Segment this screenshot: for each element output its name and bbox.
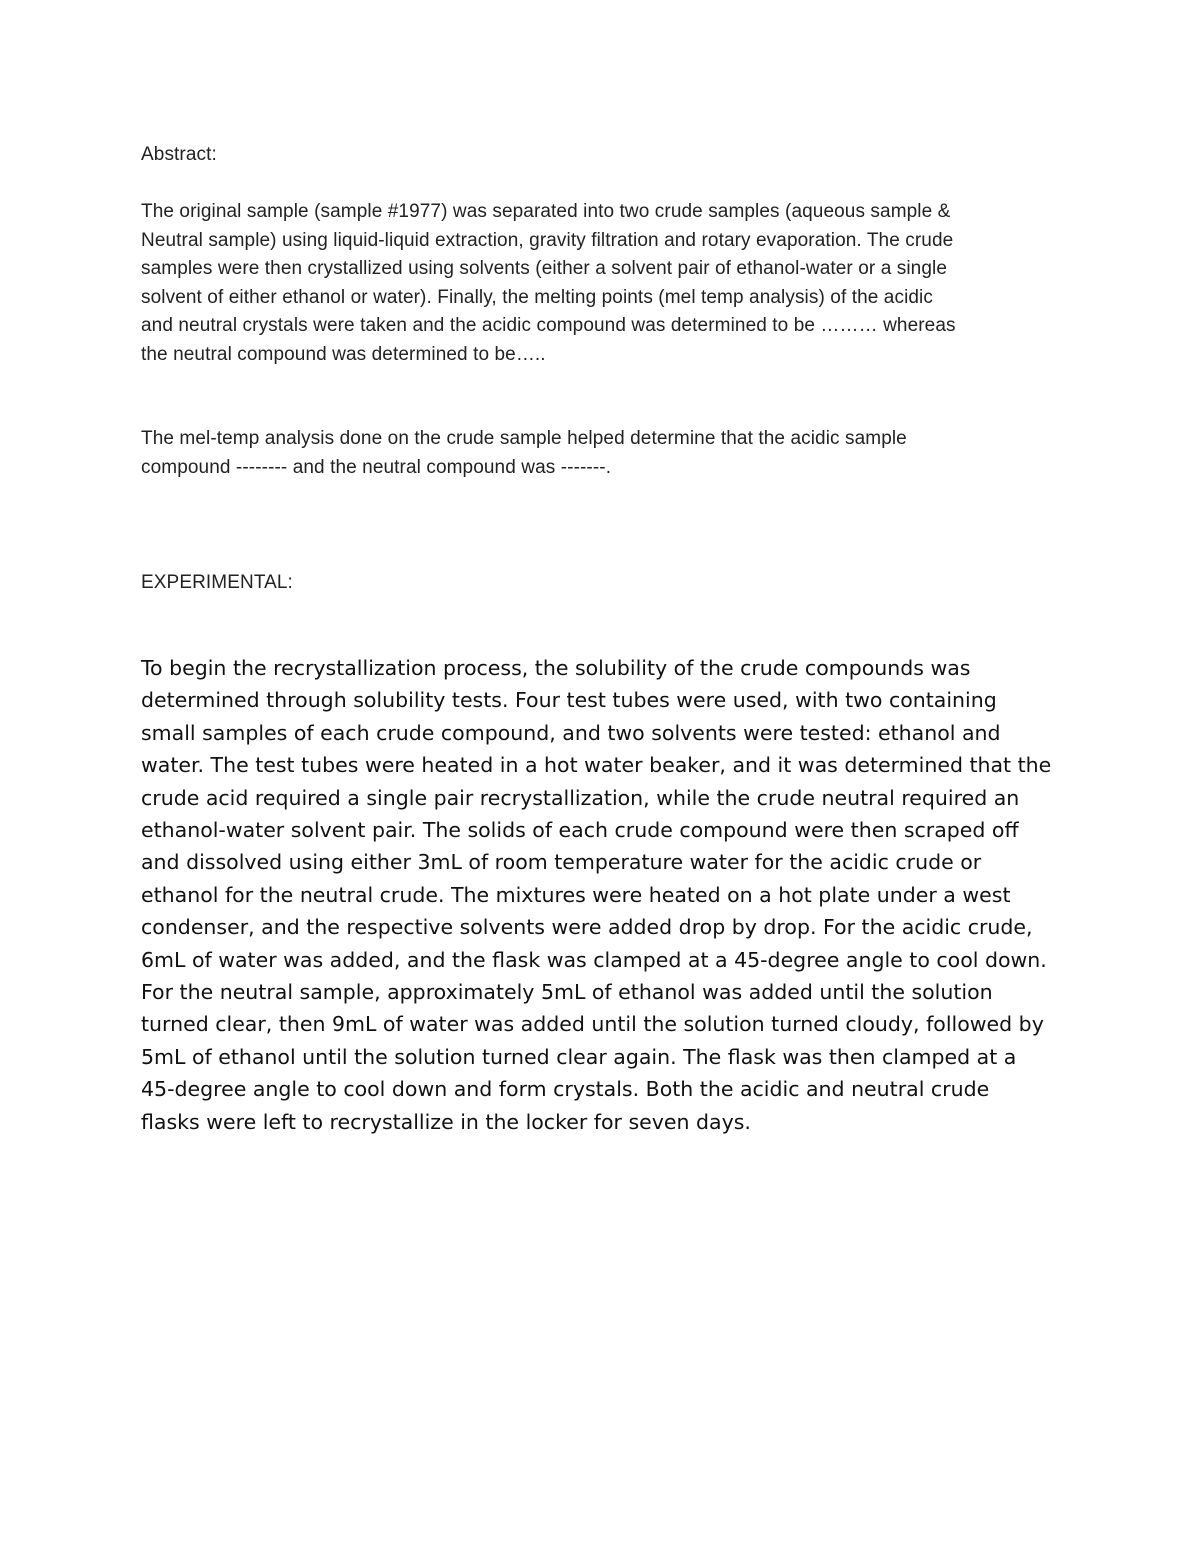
text-line: For the neutral sample, approximately 5mL of ethanol was added until the solution — [141, 980, 993, 1005]
text-line: Neutral sample) using liquid-liquid extraction, gravity filtration and rotary evaporation. The crude — [141, 229, 954, 251]
text-line: crude acid required a single pair recrystallization, while the crude neutral required an — [141, 785, 1020, 810]
text-line: To begin the recrystallization process, the solubility of the crude compounds was — [141, 656, 971, 680]
text-line: and dissolved using either 3mL of room temperature water for the acidic crude or — [141, 850, 982, 875]
text-line: The original sample (sample #1977) was separated into two crude samples (aqueous sample & — [141, 201, 951, 222]
abstract-heading: Abstract: — [141, 144, 217, 165]
text-line: the neutral compound was determined to be….. — [141, 343, 546, 365]
text-line: and neutral crystals were taken and the acidic compound was determined to be ……… whereas — [141, 315, 956, 337]
text-line: small samples of each crude compound, and two solvents were tested: ethanol and — [141, 720, 1001, 745]
text-line: 5mL of ethanol until the solution turned clear again. The flask was then clamped at a — [141, 1044, 1017, 1069]
text-line: turned clear, then 9mL of water was added until the solution turned cloudy, followed by — [141, 1012, 1044, 1037]
text-line: condenser, and the respective solvents were added drop by drop. For the acidic crude, — [141, 915, 1033, 940]
text-line: water. The test tubes were heated in a hot water beaker, and it was determined that the — [141, 753, 1052, 778]
experimental-heading: EXPERIMENTAL: — [141, 572, 293, 593]
text-line: samples were then crystallized using solvents (either a solvent pair of ethanol-water or a single — [141, 258, 947, 280]
text-line: determined through solubility tests. Four test tubes were used, with two containing — [141, 688, 997, 713]
abstract-paragraph-2 — [141, 425, 1071, 482]
experimental-paragraph — [141, 652, 1059, 1138]
text-line: solvent of either ethanol or water). Finally, the melting points (mel temp analysis) of the acidic — [141, 286, 933, 308]
text-line: flasks were left to recrystallize in the locker for seven days. — [141, 1109, 751, 1134]
text-line: compound -------- and the neutral compound was -------. — [141, 456, 612, 478]
text-line: ethanol-water solvent pair. The solids of each crude compound were then scraped off — [141, 818, 1019, 843]
text-line: The mel-temp analysis done on the crude sample helped determine that the acidic sample — [141, 428, 907, 449]
text-line: 45-degree angle to cool down and form crystals. Both the acidic and neutral crude — [141, 1077, 990, 1102]
text-line: 6mL of water was added, and the flask was clamped at a 45-degree angle to cool down. — [141, 947, 1047, 972]
text-line: ethanol for the neutral crude. The mixtures were heated on a hot plate under a west — [141, 882, 1011, 907]
abstract-paragraph-1 — [141, 198, 1071, 370]
